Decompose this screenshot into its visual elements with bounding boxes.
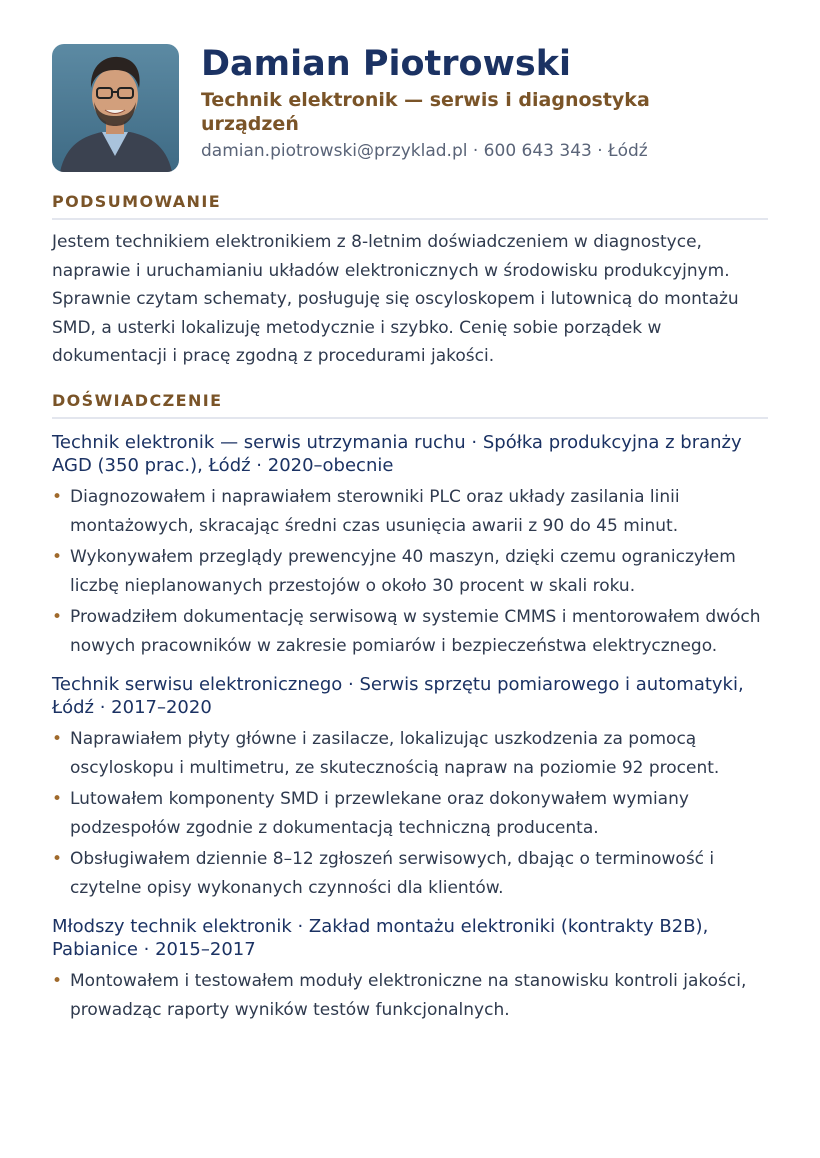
bullet-dot-icon: • [52, 606, 63, 627]
job-heading: Technik serwisu elektronicznego · Serwis sprzętu pomiarowego i automatyki, Łódź · 2017–2020 [52, 673, 744, 718]
job-bullet-list [52, 483, 768, 661]
resume-page [52, 44, 768, 1027]
profile-photo [52, 44, 179, 172]
job-entry [52, 431, 768, 661]
candidate-role: Technik elektronik — serwis i diagnostyka urządzeń [201, 89, 650, 135]
job-entry [52, 673, 768, 903]
job-bullet-list [52, 725, 768, 903]
job-bullet-text: Lutowałem komponenty SMD i przewlekane oraz dokonywałem wymiany podzespołów zgodnie z dokumentacją techniczną producenta. [70, 788, 689, 838]
job-bullet [52, 543, 768, 601]
contact-line[interactable]: damian.piotrowski@przyklad.pl · 600 643 343 · Łódź [201, 141, 648, 161]
resume-header [52, 44, 768, 172]
job-bullet [52, 725, 768, 783]
bullet-dot-icon: • [52, 848, 63, 869]
job-heading: Technik elektronik — serwis utrzymania ruchu · Spółka produkcyjna z branży AGD (350 prac.), Łódź · 2020–obecnie [52, 431, 742, 476]
job-bullet-text: Naprawiałem płyty główne i zasilacze, lokalizując uszkodzenia za pomocą oscyloskopu i multimetru, ze skutecznością napraw na poziomie 92 procent. [70, 728, 720, 778]
job-bullet-text: Montowałem i testowałem moduły elektroniczne na stanowisku kontroli jakości, prowadząc raporty wyników testów funkcjonalnych. [70, 970, 747, 1020]
job-bullet-text: Diagnozowałem i naprawiałem sterowniki PLC oraz układy zasilania linii montażowych, skracając średni czas usunięcia awarii z 90 do 45 minut. [70, 486, 680, 536]
job-bullet-text: Prowadziłem dokumentację serwisową w systemie CMMS i mentorowałem dwóch nowych pracowników w zakresie pomiarów i bezpieczeństwa elektrycznego. [70, 606, 761, 656]
job-heading: Młodszy technik elektronik · Zakład montażu elektroniki (kontrakty B2B), Pabianice · 2015–2017 [52, 915, 709, 960]
bullet-dot-icon: • [52, 970, 63, 991]
bullet-dot-icon: • [52, 546, 63, 567]
job-bullet [52, 967, 768, 1025]
job-bullet [52, 603, 768, 661]
header-text [201, 44, 721, 162]
job-bullet-list [52, 967, 768, 1025]
bullet-dot-icon: • [52, 486, 63, 507]
job-bullet-text: Obsługiwałem dziennie 8–12 zgłoszeń serwisowych, dbając o terminowość i czytelne opisy wykonanych czynności dla klientów. [70, 848, 715, 898]
job-bullet-text: Wykonywałem przeglądy prewencyjne 40 maszyn, dzięki czemu ograniczyłem liczbę nieplanowanych przestojów o około 30 procent w skali roku. [70, 546, 736, 596]
bullet-dot-icon: • [52, 728, 63, 749]
summary-section-title: PODSUMOWANIE [52, 192, 768, 220]
summary-text: Jestem technikiem elektronikiem z 8-letnim doświadczeniem w diagnostyce, naprawie i uruchamianiu układów elektronicznych w środowisku produkcyjnym. Sprawnie czytam schematy, posługuję się oscyloskopem i lutownicą do montażu SMD, a usterki lokalizuję metodycznie i szybko. Cenię sobie porządek w dokumentacji i pracę zgodną z procedurami jakości. [52, 232, 739, 367]
job-bullet [52, 483, 768, 541]
job-bullet [52, 845, 768, 903]
candidate-name: Damian Piotrowski [201, 44, 572, 84]
job-entry [52, 915, 768, 1025]
experience-section-title: DOŚWIADCZENIE [52, 391, 768, 419]
bullet-dot-icon: • [52, 788, 63, 809]
job-bullet [52, 785, 768, 843]
